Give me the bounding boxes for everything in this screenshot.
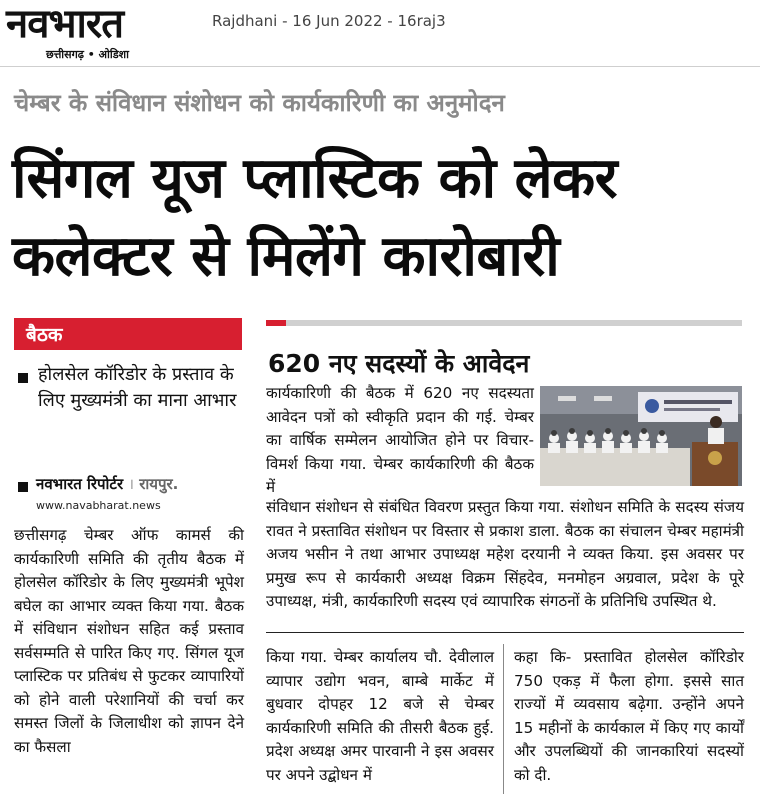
square-bullet-icon — [18, 373, 28, 383]
body-column-2: किया गया. चेम्बर कार्यालय चौ. देवीलाल व्यापार उद्योग भवन, बाम्बे मार्केट में बुधवार दोपहर 12 बजे से चेम्बर कार्यकारिणी समिति की तीसरी बैठक हुई. प्रदेश अध्यक्ष अमर पारवानी ने इस अवसर पर अपने उद्बोधन में — [266, 648, 494, 784]
square-bullet-icon — [18, 482, 28, 492]
column-divider-vertical — [503, 644, 504, 794]
body-paragraph-b: संविधान संशोधन से संबंधित विवरण प्रस्तुत किया गया. संशोधन समिति के सदस्य संजय रावत ने प्रस्तावित संशोधन पर विस्तार से प्रकाश डाला. बैठक का संचालन चेम्बर महामंत्री अजय भसीन ने तथा आभार उपाध्यक्ष महेश दरयानी ने व्यक्त किया. इस अवसर पर प्रमुख रूप से कार्यकारी अध्यक्ष विक्रम सिंहदेव, मनमोहन अग्रवाल, प्रदेश के पूरे उपाध्यक्ष, मंत्री, कार्यकारिणी सदस्य एवं व्यापारिक संगठनों के प्रतिनिधि उपस्थित थे. — [266, 498, 744, 610]
meeting-photo — [540, 386, 742, 486]
body-column-3: कहा कि- प्रस्तावित होलसेल कॉरिडोर 750 एकड़ में फैला होगा. इससे सात राज्यों में व्यवसाय बढ़ेगा. उन्होंने अपने 15 महीनों के कार्यकाल में किए गए कार्यों और उपलब्धियों की जानकारियां सदस्यों को दी. — [514, 648, 744, 784]
logo-subtitle: छत्तीसगढ़ • ओडिशा — [46, 48, 129, 61]
newspaper-logo: नवभारत — [6, 1, 124, 47]
body-paragraph-a: कार्यकारिणी की बैठक में 620 नए सदस्यता आवेदन पत्रों को स्वीकृति प्रदान की गई. चेम्बर का वार्षिक सम्मेलन आयोजित होने पर विचार-विमर्श किया गया. चेम्बर कार्यकारिणी की बैठक में — [266, 384, 534, 496]
website-link[interactable]: www.navabharat.news — [36, 499, 161, 512]
masthead-divider — [0, 66, 760, 67]
subheading-2: 620 नए सदस्यों के आवेदन — [268, 349, 530, 378]
column-divider-horizontal — [266, 632, 744, 633]
section-label: बैठक — [26, 324, 63, 346]
body-column-1: छत्तीसगढ़ चेम्बर ऑफ कामर्स की कार्यकारिणी समिति की तृतीय बैठक में होलसेल कॉरिडोर के लिए मुख्यमंत्री भूपेश बघेल का आभार व्यक्त किया गया. बैठक में संविधान संशोधन सहित कई प्रस्ताव सर्वसम्मति से पारित किए गए. सिंगल यूज प्लास्टिक पर प्रतिबंध से फुटकर व्यापारियों को होने वाली परेशानियों की चर्चा कर समस्त जिलों के जिलाधीश को ज्ञापन देने का फैसला — [14, 526, 244, 756]
byline — [36, 474, 178, 494]
section-rule — [286, 320, 742, 326]
main-headline-line1: सिंगल यूज प्लास्टिक को लेकर — [12, 146, 618, 211]
kicker-headline: चेम्बर के संविधान संशोधन को कार्यकारिणी का अनुमोदन — [14, 89, 505, 117]
section-rule-accent — [266, 320, 286, 326]
byline-city: रायपुर. — [139, 475, 179, 493]
main-headline-line2: कलेक्टर से मिलेंगे कारोबारी — [12, 224, 560, 289]
subheading: होलसेल कॉरिडोर के प्रस्ताव के लिए मुख्यमंत्री का माना आभार — [38, 364, 237, 411]
byline-separator: । — [128, 475, 135, 493]
dateline: Rajdhani - 16 Jun 2022 - 16raj3 — [212, 12, 446, 30]
byline-name: नवभारत रिपोर्टर — [36, 475, 124, 493]
